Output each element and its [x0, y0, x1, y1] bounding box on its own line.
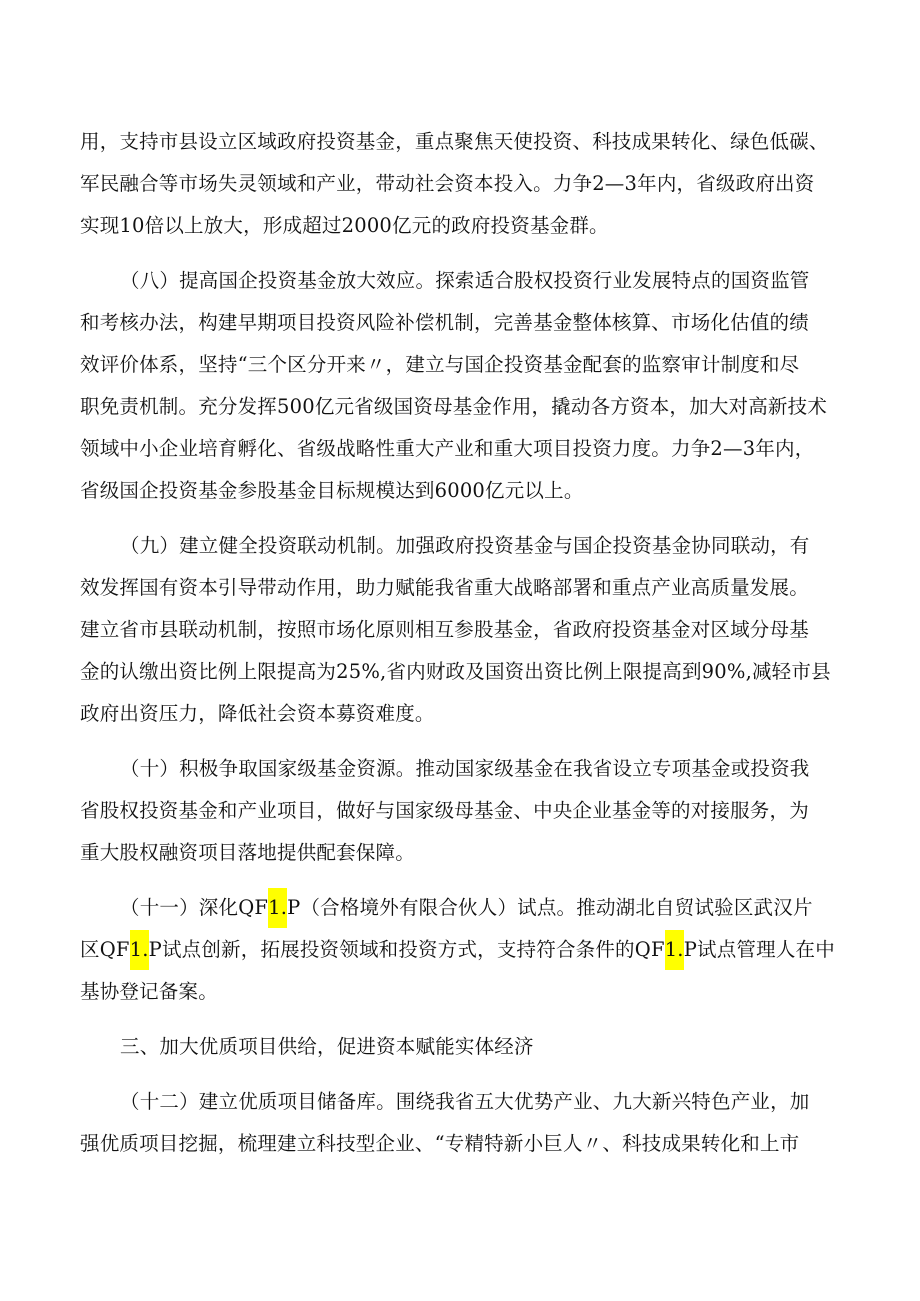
text-line: （九）建立健全投资联动机制。加强政府投资基金与国企投资基金协同联动，有 — [120, 534, 810, 557]
text-line: 强优质项目挖掘，梳理建立科技型企业、“专精特新小巨人〃、科技成果转化和上市 — [80, 1132, 800, 1155]
text-line: 省股权投资基金和产业项目，做好与国家级母基金、中央企业基金等的对接服务，为 — [80, 799, 809, 822]
text-line: 省级国企投资基金参股基金目标规模达到6000亿元以上。 — [80, 479, 584, 502]
paragraph-9 — [80, 525, 840, 735]
paragraph-7-continuation — [80, 121, 840, 247]
text-span: P试点管理人在中 — [683, 938, 835, 961]
text-line: 重大股权融资项目落地提供配套保障。 — [80, 841, 415, 864]
paragraph-10 — [80, 748, 840, 874]
paragraph-11 — [80, 887, 840, 1013]
text-line: 军民融合等市场失灵领域和产业，带动社会资本投入。力争2—3年内，省级政府出资 — [80, 172, 815, 195]
text-line: 实现10倍以上放大，形成超过2000亿元的政府投资基金群。 — [80, 214, 609, 237]
text-line: 建立省市县联动机制，按照市场化原则相互参股基金，省政府投资基金对区域分母基 — [80, 618, 809, 641]
text-line: 用，支持市县设立区域政府投资基金，重点聚焦天使投资、科技成果转化、绿色低碳、 — [80, 130, 829, 153]
text-line: （十二）建立优质项目储备库。围绕我省五大优势产业、九大新兴特色产业，加 — [120, 1090, 810, 1113]
text-line: 领域中小企业培育孵化、省级战略性重大产业和重大项目投资力度。力争2—3年内， — [80, 437, 815, 460]
paragraph-12 — [80, 1081, 840, 1165]
text-span: P（合格境外有限合伙人）试点。推动湖北自贸试验区武汉片 — [287, 896, 813, 919]
highlighted-text: 1. — [130, 930, 149, 970]
highlighted-text: 1. — [665, 930, 684, 970]
text-line: 和考核办法，构建早期项目投资风险补偿机制，完善基金整体核算、市场化估值的绩 — [80, 311, 809, 334]
text-span: P试点创新，拓展投资领域和投资方式，支持符合条件的QF — [148, 938, 665, 961]
text-line: 效发挥国有资本引导带动作用，助力赋能我省重大战略部署和重点产业高质量发展。 — [80, 576, 809, 599]
text-line: （八）提高国企投资基金放大效应。探索适合股权投资行业发展特点的国资监管 — [120, 269, 810, 292]
text-line: 效评价体系，坚持“三个区分开来〃，建立与国企投资基金配套的监察审计制度和尽 — [80, 353, 800, 376]
text-line — [80, 887, 840, 929]
text-line: 金的认缴出资比例上限提高为25%,省内财政及国资出资比例上限提高到90%,减轻市县 — [80, 660, 831, 683]
text-line: 职免责机制。充分发挥500亿元省级国资母基金作用，撬动各方资本，加大对高新技术 — [80, 395, 828, 418]
highlighted-text: 1. — [268, 888, 287, 928]
document-page — [80, 121, 840, 1165]
text-line — [80, 929, 840, 971]
text-span: 区QF — [80, 938, 130, 961]
text-line: 政府出资压力，降低社会资本募资难度。 — [80, 702, 435, 725]
section-3-heading: 三、加大优质项目供给，促进资本赋能实体经济 — [120, 1035, 534, 1058]
text-line: （十）积极争取国家级基金资源。推动国家级基金在我省设立专项基金或投资我 — [120, 757, 810, 780]
text-line: 基协登记备案。 — [80, 980, 218, 1003]
paragraph-8 — [80, 260, 840, 512]
section-heading — [80, 1026, 840, 1068]
text-span: （十一）深化QF — [120, 896, 269, 919]
